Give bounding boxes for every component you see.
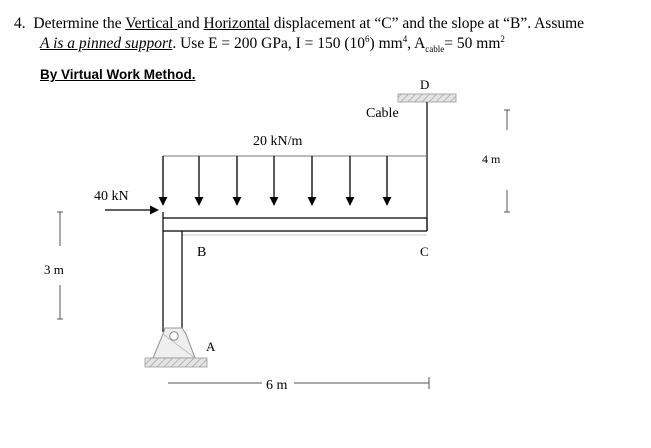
text-segment: displacement at “C” and the slope at “B”. Assume [269,15,585,32]
exponent: 4 [402,33,408,44]
label-3m: 3 m [44,262,64,277]
beam-bc [163,218,427,235]
label-6m: 6 m [266,378,288,393]
text-segment: . Use E = 200 GPa, I = 150 (10 [172,35,366,52]
exponent: 2 [500,33,505,44]
label-4m: 4 m [482,152,501,166]
text-pinned-support: A is a pinned support [40,35,173,52]
text-segment: Determine the [33,15,126,32]
label-b: B [197,245,207,260]
label-cable: Cable [366,106,399,121]
label-a: A [206,339,216,354]
text-segment: = 50 mm [444,35,501,52]
pin-support-a [145,328,207,367]
text-segment: and [177,15,204,32]
text-segment: , A [407,35,426,52]
problem-number: 4. [14,15,26,32]
column-ab [163,212,182,332]
dimension-6m [168,377,429,389]
ceiling-support [398,94,456,102]
label-d: D [420,77,430,92]
dimension-4m [504,110,510,212]
subscript: cable [425,44,445,55]
label-load: 20 kN/m [253,134,303,149]
method-heading: By Virtual Work Method. [40,67,196,82]
text-segment: ) mm [369,35,403,52]
text-vertical: Vertical [125,15,178,32]
label-c: C [420,244,429,259]
text-horizontal: Horizontal [203,15,270,32]
load-arrows [163,156,387,205]
label-point-load: 40 kN [94,189,129,204]
exponent: 6 [365,33,370,44]
